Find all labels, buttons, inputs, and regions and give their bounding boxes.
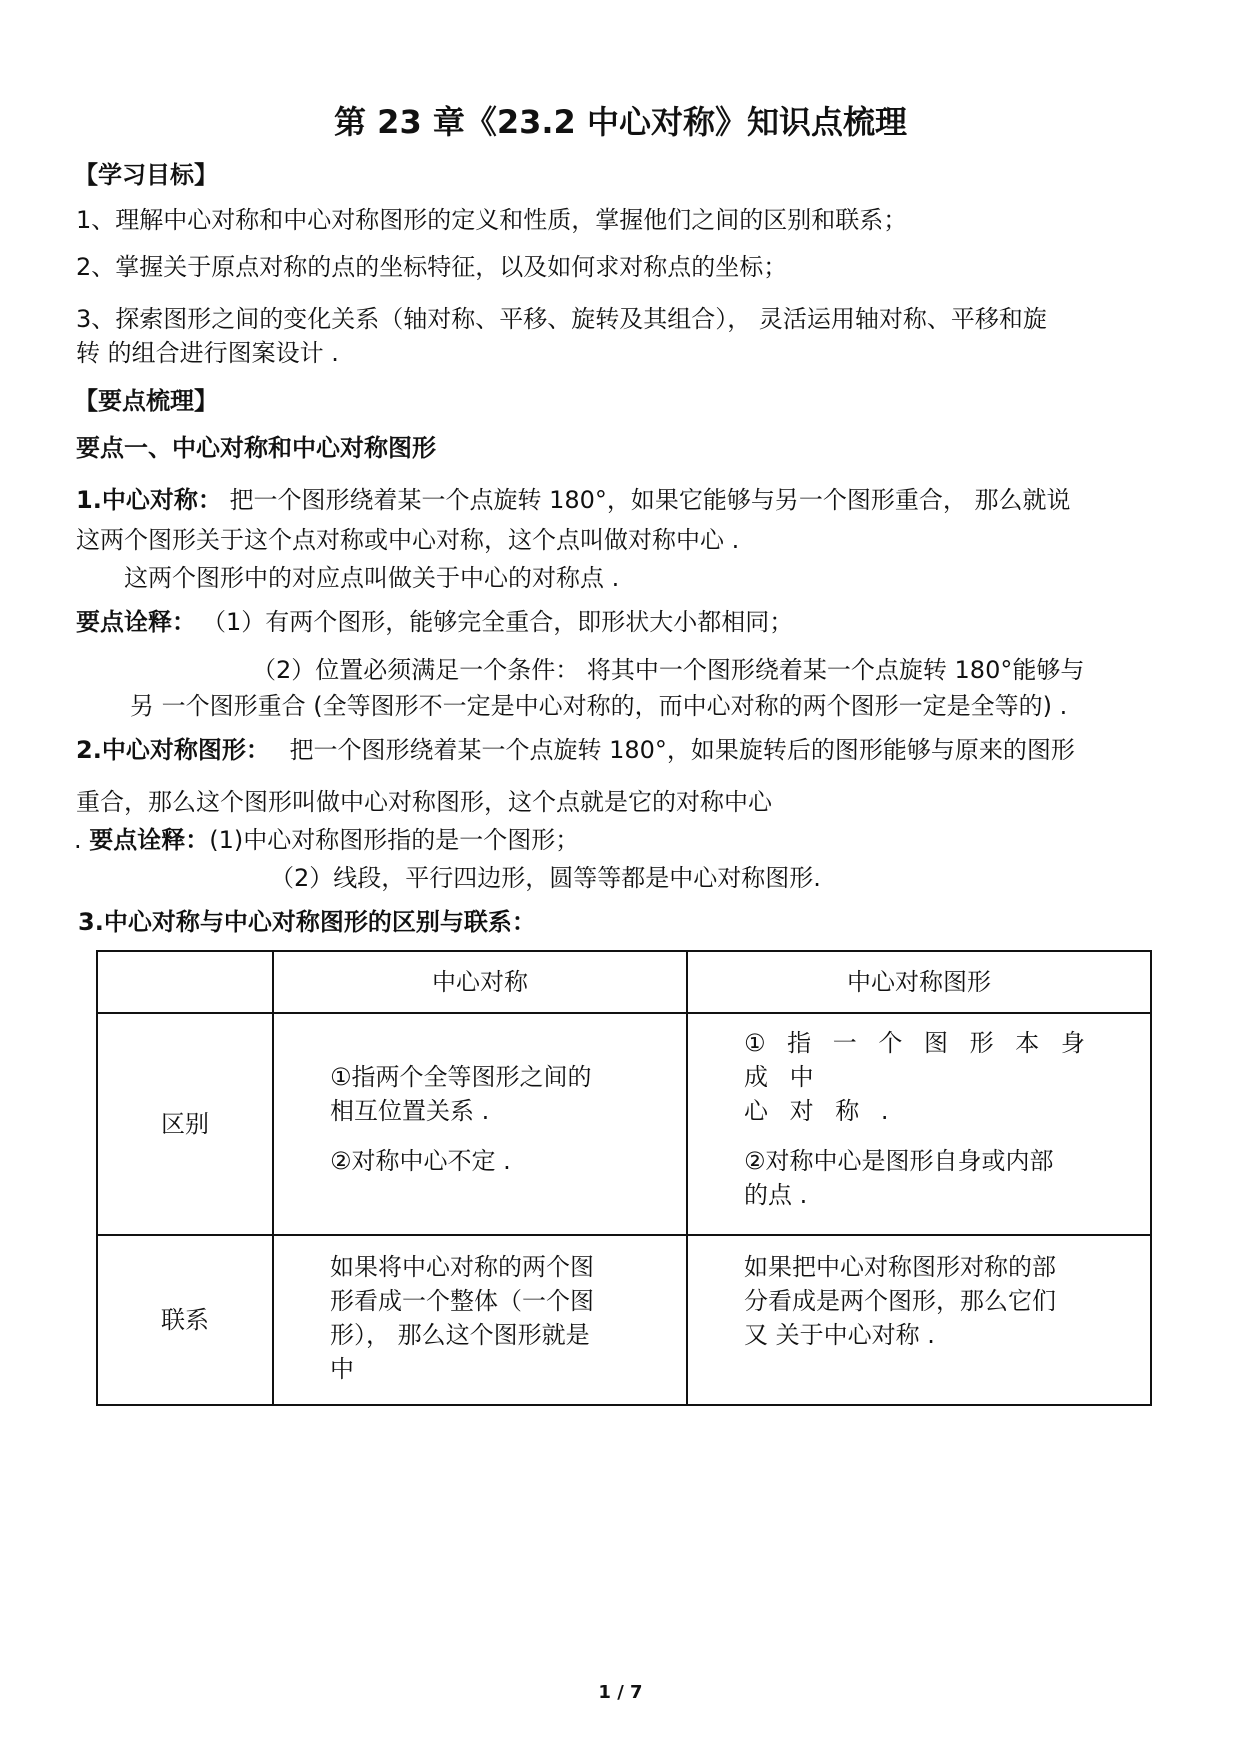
table-header-row [97,951,1151,1013]
central-symmetric-figure-text: 把一个图形绕着某一个点旋转 180°，如果旋转后的图形能够与原来的图形 [281,736,1075,764]
section1-heading: 要点一、中心对称和中心对称图形 [76,434,436,462]
note2-line2: （2）线段，平行四边形，圆等等都是中心对称图形. [270,864,821,892]
objective-item-1: 1、理解中心对称和中心对称图形的定义和性质，掌握他们之间的区别和联系； [76,206,908,234]
row-label-difference: 区别 [97,1013,273,1235]
diff-central-symmetry-cell [273,1013,687,1235]
central-symmetric-figure-label: 2.中心对称图形： [76,736,270,764]
diff-csf-line2: 心 对 称 . [744,1097,896,1125]
note2-prefix: . [74,826,90,854]
note2-line1 [74,823,579,857]
central-symmetry-definition-line3: 这两个图形中的对应点叫做关于中心的对称点 . [124,564,620,592]
link-central-symmetric-figure-cell [687,1235,1151,1405]
link-cs-line3: 形）， 那么这个图形就是 [330,1321,590,1349]
diff-csf-line3: ②对称中心是图形自身或内部 [744,1147,1054,1175]
note1-line3: 另 一个图形重合 (全等图形不一定是中心对称的，而中心对称的两个图形一定是全等的) . [130,692,1068,720]
table-header-central-symmetry: 中心对称 [273,951,687,1013]
page-title: 第 23 章《23.2 中心对称》知识点梳理 [334,103,907,141]
link-cs-line2: 形看成一个整体（一个图 [330,1287,594,1315]
objective-item-2: 2、掌握关于原点对称的点的坐标特征，以及如何求对称点的坐标； [76,253,788,281]
table-row-connection [97,1235,1151,1405]
link-cs-line4: 中 [330,1355,354,1383]
link-cs-line1: 如果将中心对称的两个图 [330,1253,594,1281]
link-csf-line2: 分看成是两个图形，那么它们 [744,1287,1056,1315]
note2-label: 要点诠释： [89,826,210,854]
diff-central-symmetric-figure-cell [687,1013,1151,1235]
note2-text1: (1)中心对称图形指的是一个图形； [209,826,580,854]
central-symmetry-definition-line2: 这两个图形关于这个点对称或中心对称，这个点叫做对称中心 . [76,526,740,554]
central-symmetry-definition [76,483,1071,517]
note1-line2: （2）位置必须满足一个条件： 将其中一个图形绕着某一个点旋转 180°能够与 [252,656,1085,684]
diff-csf-line1: ① 指 一 个 图 形 本 身 成 中 [744,1029,1092,1091]
diff-csf-line4: 的点 . [744,1181,808,1209]
central-symmetric-figure-definition [76,733,1075,767]
objectives-heading: 【学习目标】 [74,161,218,189]
link-csf-line1: 如果把中心对称图形对称的部 [744,1253,1056,1281]
section3-heading: 3.中心对称与中心对称图形的区别与联系： [78,908,536,936]
diff-cs-line2: 相互位置关系 . [330,1097,490,1125]
row-label-connection: 联系 [97,1235,273,1405]
central-symmetric-figure-line2: 重合，那么这个图形叫做中心对称图形，这个点就是它的对称中心 [76,788,772,816]
page-number: 1 / 7 [598,1682,643,1703]
table-header-central-symmetric-figure: 中心对称图形 [687,951,1151,1013]
central-symmetry-label: 1.中心对称： [76,486,222,514]
note1-label: 要点诠释： [76,608,196,636]
link-csf-line3: 又 关于中心对称 . [744,1321,935,1349]
central-symmetry-text: 把一个图形绕着某一个点旋转 180°，如果它能够与另一个图形重合， 那么就说 [221,486,1071,514]
note1-line1 [76,605,793,639]
table-header-empty [97,951,273,1013]
comparison-table [96,950,1152,1406]
note1-text1: （1）有两个图形，能够完全重合，即形状大小都相同； [214,608,794,636]
objective-item-3-cont: 转 的组合进行图案设计 . [76,339,339,367]
diff-cs-line3: ②对称中心不定 . [330,1147,511,1175]
keypoints-heading: 【要点梳理】 [74,387,218,415]
link-central-symmetry-cell [273,1235,687,1405]
diff-cs-line1: ①指两个全等图形之间的 [330,1063,592,1091]
table-row-difference [97,1013,1151,1235]
objective-item-3: 3、探索图形之间的变化关系（轴对称、平移、旋转及其组合）， 灵活运用轴对称、平移和旋 [76,305,1047,333]
